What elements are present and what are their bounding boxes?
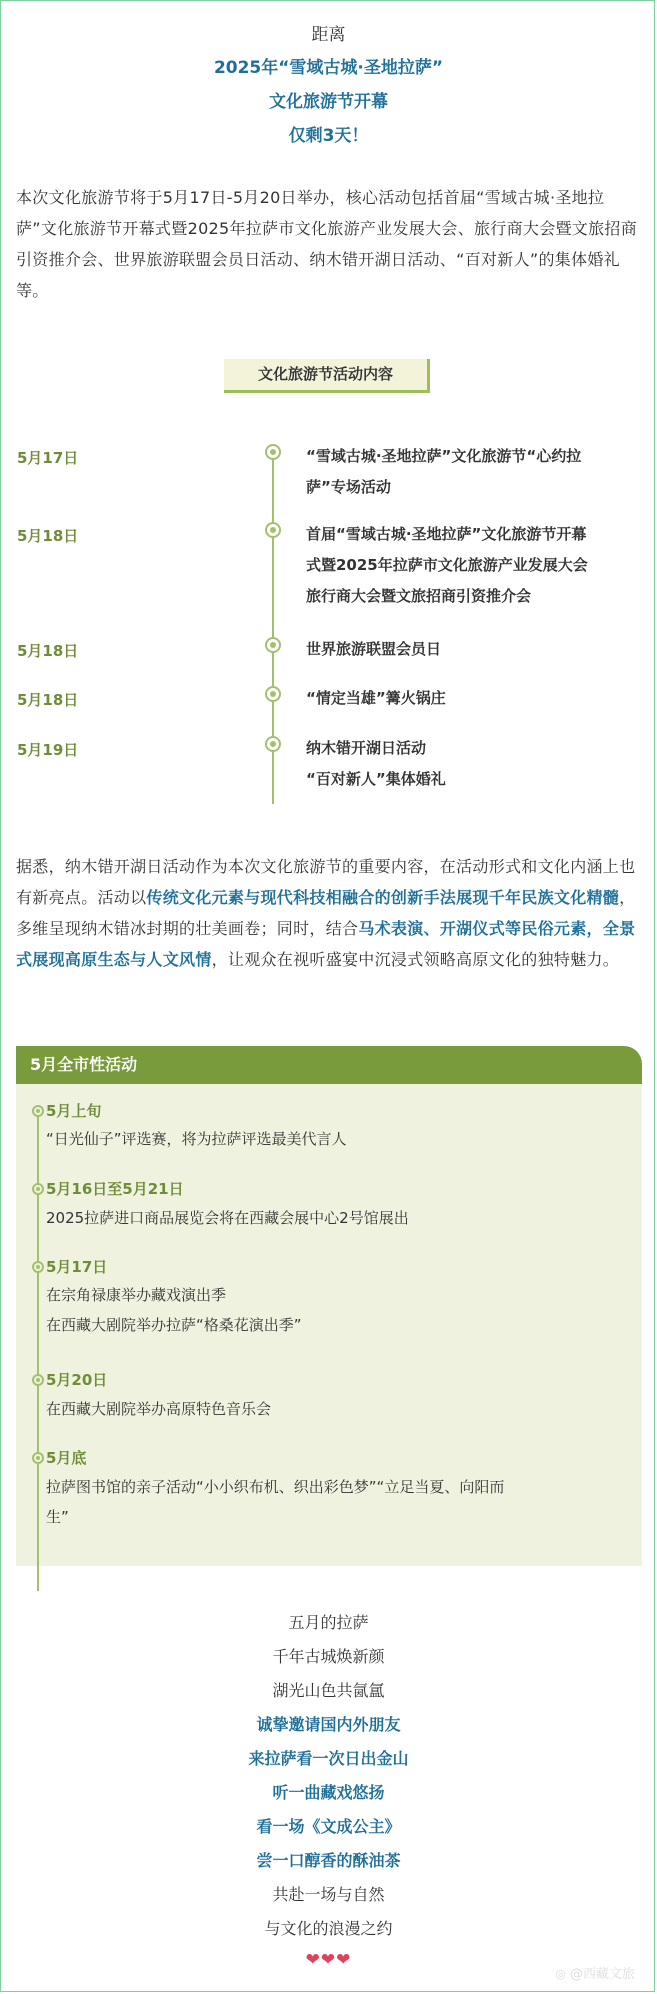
monthly-dot [32, 1105, 44, 1117]
timeline-dot [265, 522, 281, 538]
timeline-date: 5月17日 [17, 449, 79, 467]
monthly-item-line: 生” [46, 1508, 69, 1526]
monthly-item [46, 1280, 626, 1340]
monthly-date: 5月20日 [46, 1371, 108, 1389]
timeline-date: 5月18日 [17, 642, 79, 660]
monthly-dot [32, 1374, 44, 1386]
weibo-logo-icon: ◎ [555, 1967, 566, 1981]
namco-highlight: 马术表演、开湖仪式等民俗元素，全景式展现高原生态与人文风情 [16, 919, 636, 969]
weibo-watermark [555, 1963, 635, 1982]
monthly-item-line: 2025拉萨进口商品展览会将在西藏会展中心2号馆展出 [46, 1209, 409, 1227]
poem-line: 湖光山色共氤氲 [272, 1681, 385, 1700]
timeline-event-line: 式暨2025年拉萨市文化旅游产业发展大会 [306, 556, 588, 574]
monthly-item-line: 在西藏大剧院举办拉萨“格桑花演出季” [46, 1316, 302, 1334]
timeline-date: 5月18日 [17, 691, 79, 709]
timeline-event-line: 萨”专场活动 [306, 478, 391, 496]
section-title: 文化旅游节活动内容 [224, 359, 430, 393]
timeline-event-line: 纳木错开湖日活动 [306, 739, 427, 757]
monthly-date: 5月16日至5月21日 [46, 1180, 184, 1198]
poem-line-highlight: 听一曲藏戏悠扬 [272, 1783, 385, 1802]
monthly-date: 5月上旬 [46, 1102, 102, 1120]
namco-text: ，让观众在视听盛宴中沉浸式领略高原文化的独特魅力。 [211, 950, 620, 969]
monthly-item-line: 在西藏大剧院举办高原特色音乐会 [46, 1400, 272, 1418]
timeline-date: 5月18日 [17, 527, 79, 545]
monthly-item-line: 在宗角禄康举办藏戏演出季 [46, 1286, 227, 1304]
monthly-item [46, 1472, 626, 1532]
timeline-event [306, 733, 646, 795]
monthly-dot [32, 1261, 44, 1273]
timeline-event [306, 683, 646, 714]
timeline-date: 5月19日 [17, 741, 79, 759]
monthly-item [46, 1124, 626, 1154]
timeline-event-line: “情定当雄”篝火锅庄 [306, 689, 446, 707]
poem-line-highlight: 尝一口醇香的酥油茶 [256, 1851, 401, 1870]
timeline-event-line: 世界旅游联盟会员日 [306, 640, 442, 658]
poem-line: 千年古城焕新颜 [272, 1647, 385, 1666]
monthly-activities-box [16, 1046, 642, 1566]
monthly-item [46, 1203, 626, 1233]
monthly-dot [32, 1452, 44, 1464]
monthly-item-line: “日光仙子”评选赛，将为拉萨评选最美代言人 [46, 1130, 347, 1148]
timeline-event-line: 首届“雪域古城·圣地拉萨”文化旅游节开幕 [306, 525, 587, 543]
namco-text: ，多维呈现纳木错冰封期的壮美画卷；同时，结合 [16, 888, 636, 938]
poem-line-highlight: 来拉萨看一次日出金山 [248, 1749, 409, 1768]
namco-highlight: 传统文化元素与现代科技相融合的创新手法展现千年民族文化精髓 [146, 888, 620, 907]
timeline-event [306, 441, 646, 503]
monthly-date: 5月底 [46, 1449, 87, 1467]
poem-line: 与文化的浪漫之约 [264, 1919, 393, 1938]
countdown-prefix: 距离 [311, 25, 346, 45]
monthly-date: 5月17日 [46, 1258, 108, 1276]
timeline-dot [265, 736, 281, 752]
poem-line: 五月的拉萨 [288, 1613, 369, 1632]
poem-line: 共赴一场与自然 [272, 1885, 385, 1904]
poem-line-highlight: 看一场《文成公主》 [256, 1817, 401, 1836]
monthly-timeline-line [37, 1106, 39, 1591]
watermark-text: @西藏文旅 [569, 1967, 635, 1982]
monthly-item-line: 拉萨图书馆的亲子活动“小小织布机、织出彩色梦”“立足当夏、向阳而 [46, 1478, 505, 1496]
countdown-days-left: 仅剩3天！ [288, 126, 369, 146]
hearts-emoji: ❤❤❤ [305, 1950, 352, 1970]
monthly-activities-title: 5月全市性活动 [16, 1046, 642, 1084]
poem-line-highlight: 诚挚邀请国内外朋友 [256, 1715, 401, 1734]
namco-text: 据悉，纳木错开湖日活动作为本次文化旅游节的重要内容，在活动形式和文化内涵上也有新亮点。活动以 [16, 857, 636, 907]
timeline-event [306, 634, 646, 665]
monthly-item [46, 1394, 626, 1424]
timeline-dot [265, 686, 281, 702]
timeline-event [306, 519, 646, 612]
intro-paragraph: 本次文化旅游节将于5月17日-5月20日举办，核心活动包括首届“雪域古城·圣地拉萨”文化旅游节开幕式暨2025年拉萨市文化旅游产业发展大会、旅行商大会暨文旅招商引资推介会、世界旅游联盟会员日活动、纳木错开湖日活动、“百对新人”的集体婚礼等。 [16, 188, 638, 300]
countdown-festival-name: 2025年“雪域古城·圣地拉萨” [213, 58, 444, 78]
timeline-dot [265, 637, 281, 653]
timeline-event-line: “雪域古城·圣地拉萨”文化旅游节“心约拉 [306, 447, 582, 465]
namco-paragraph [16, 851, 640, 975]
timeline-event-line: “百对新人”集体婚礼 [306, 770, 446, 788]
timeline-event-line: 旅行商大会暨文旅招商引资推介会 [306, 587, 532, 605]
timeline-dot [265, 444, 281, 460]
countdown-event: 文化旅游节开幕 [269, 92, 388, 112]
monthly-dot [32, 1183, 44, 1195]
